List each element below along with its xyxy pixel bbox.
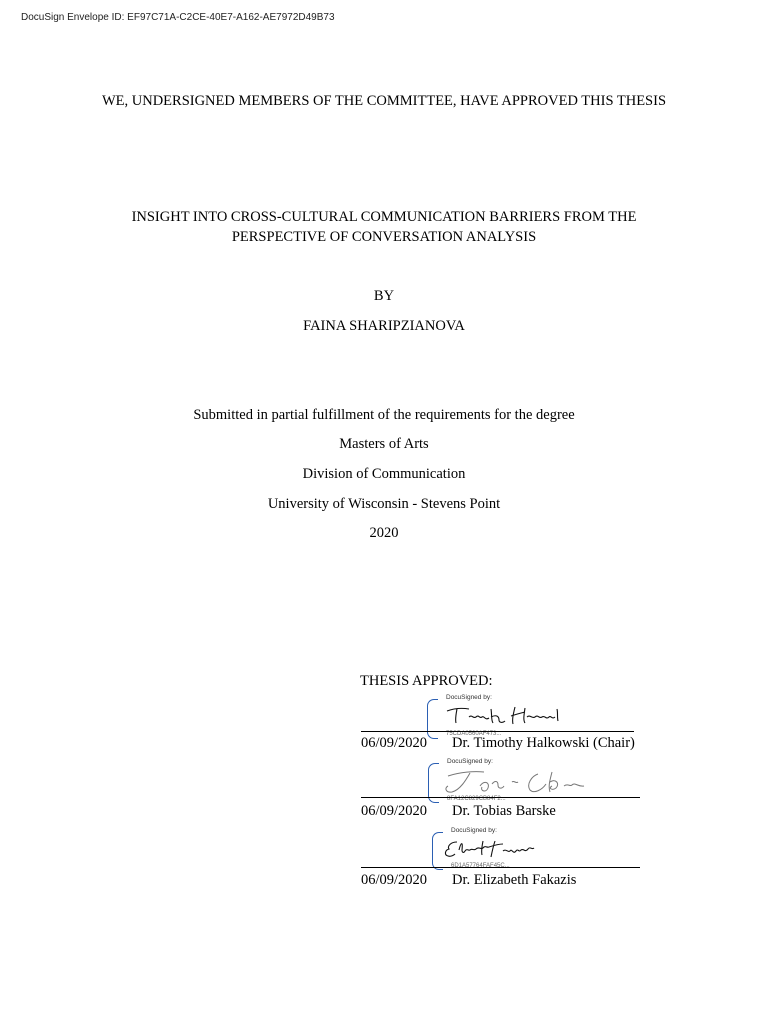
signature-id: 6D1A57764FAF45C... — [451, 863, 510, 869]
by-label: BY — [373, 288, 395, 304]
signer-name: Dr. Timothy Halkowski (Chair) — [452, 735, 635, 751]
author-name: FAINA SHARIPZIANOVA — [303, 318, 465, 334]
signature-barske — [440, 768, 595, 798]
docusign-bracket — [432, 832, 443, 870]
docusigned-by-label: DocuSigned by: — [447, 758, 493, 765]
thesis-approved-label: THESIS APPROVED: — [360, 673, 493, 689]
signature-line — [361, 797, 640, 798]
signature-halkowski — [445, 703, 570, 727]
degree-name: Masters of Arts — [339, 436, 429, 452]
signer-row — [361, 872, 576, 889]
signer-name: Dr. Elizabeth Fakazis — [452, 872, 577, 888]
docusign-bracket — [427, 699, 438, 739]
docusign-envelope-id: DocuSign Envelope ID: EF97C71A-C2CE-40E7-A162-AE7972D49B73 — [21, 12, 335, 23]
signer-name: Dr. Tobias Barske — [452, 803, 556, 819]
thesis-title-line-1: INSIGHT INTO CROSS-CULTURAL COMMUNICATION BARRIERS FROM THE — [131, 209, 637, 225]
signature-date: 06/09/2020 — [361, 735, 428, 751]
signer-row — [361, 735, 635, 752]
docusigned-by-label: DocuSigned by: — [451, 827, 497, 834]
docusigned-by-label: DocuSigned by: — [446, 694, 492, 701]
thesis-title-line-2: PERSPECTIVE OF CONVERSATION ANALYSIS — [231, 229, 537, 245]
signature-line — [361, 731, 634, 732]
signature-line — [361, 867, 640, 868]
signature-date: 06/09/2020 — [361, 803, 428, 819]
submission-year: 2020 — [369, 525, 399, 541]
signer-row — [361, 803, 556, 820]
signature-id: 75CDA0560AF473... — [446, 731, 502, 737]
submission-statement: Submitted in partial fulfillment of the requirements for the degree — [193, 407, 575, 423]
signature-fakazis — [445, 838, 555, 860]
committee-approval-header: WE, UNDERSIGNED MEMBERS OF THE COMMITTEE, HAVE APPROVED THIS THESIS — [101, 93, 667, 109]
university-name: University of Wisconsin - Stevens Point — [267, 496, 501, 512]
signature-date: 06/09/2020 — [361, 872, 428, 888]
division-name: Division of Communication — [302, 466, 466, 482]
signature-id: 8FA12C829CB84F2... — [447, 796, 506, 802]
